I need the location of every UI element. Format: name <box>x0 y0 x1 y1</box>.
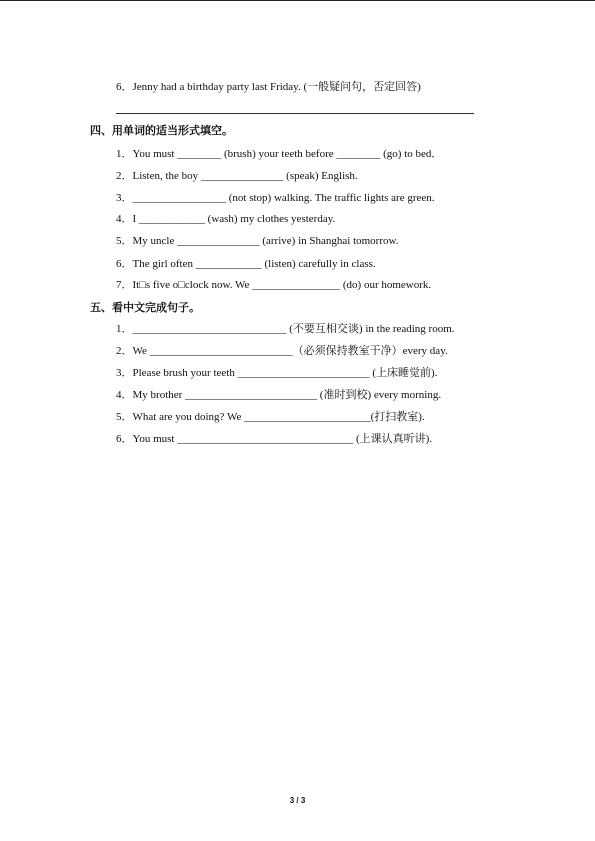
section-4-item-6: 6．The girl often ____________ (listen) carefully in class. <box>116 258 376 270</box>
section-4-item-1: 1．You must ________ (brush) your teeth before ________ (go) to bed． <box>116 148 443 160</box>
section-4-item-7: 7．It□s five o□clock now. We ________________ (do) our homework. <box>116 279 432 291</box>
section-5-title: 五、看中文完成句子。 <box>90 301 200 314</box>
section-5-item-1: 1．____________________________ (不要互相交谈) in the reading room. <box>116 323 455 335</box>
section-4-title: 四、用单词的适当形式填空。 <box>90 124 233 137</box>
section-5-item-2: 2．We __________________________（必须保持教室干净）every day. <box>116 345 448 357</box>
section-4-item-2: 2．Listen, the boy _______________ (speak) English. <box>116 170 358 182</box>
page-number: 3 / 3 <box>289 796 306 805</box>
section-4-item-3: 3．_________________ (not stop) walking. The traffic lights are green. <box>116 192 435 204</box>
section-4-item-4: 4．I ____________ (wash) my clothes yesterday. <box>116 213 336 225</box>
page-top-rule <box>0 0 595 1</box>
section-5-item-3: 3．Please brush your teeth ________________________ (上床睡觉前). <box>116 367 438 379</box>
answer-line <box>116 113 474 114</box>
section-5-item-6: 6．You must ________________________________ (上课认真听讲). <box>116 433 433 445</box>
section-4-item-5: 5．My uncle _______________ (arrive) in Shanghai tomorrow. <box>116 235 399 247</box>
section-5-item-4: 4．My brother ________________________ (准时到校) every morning. <box>116 389 442 401</box>
section-5-item-5: 5．What are you doing? We _______________________(打扫教室). <box>116 411 425 423</box>
question-6-prev: 6．Jenny had a birthday party last Friday. (一般疑问句，否定回答) <box>116 81 421 93</box>
